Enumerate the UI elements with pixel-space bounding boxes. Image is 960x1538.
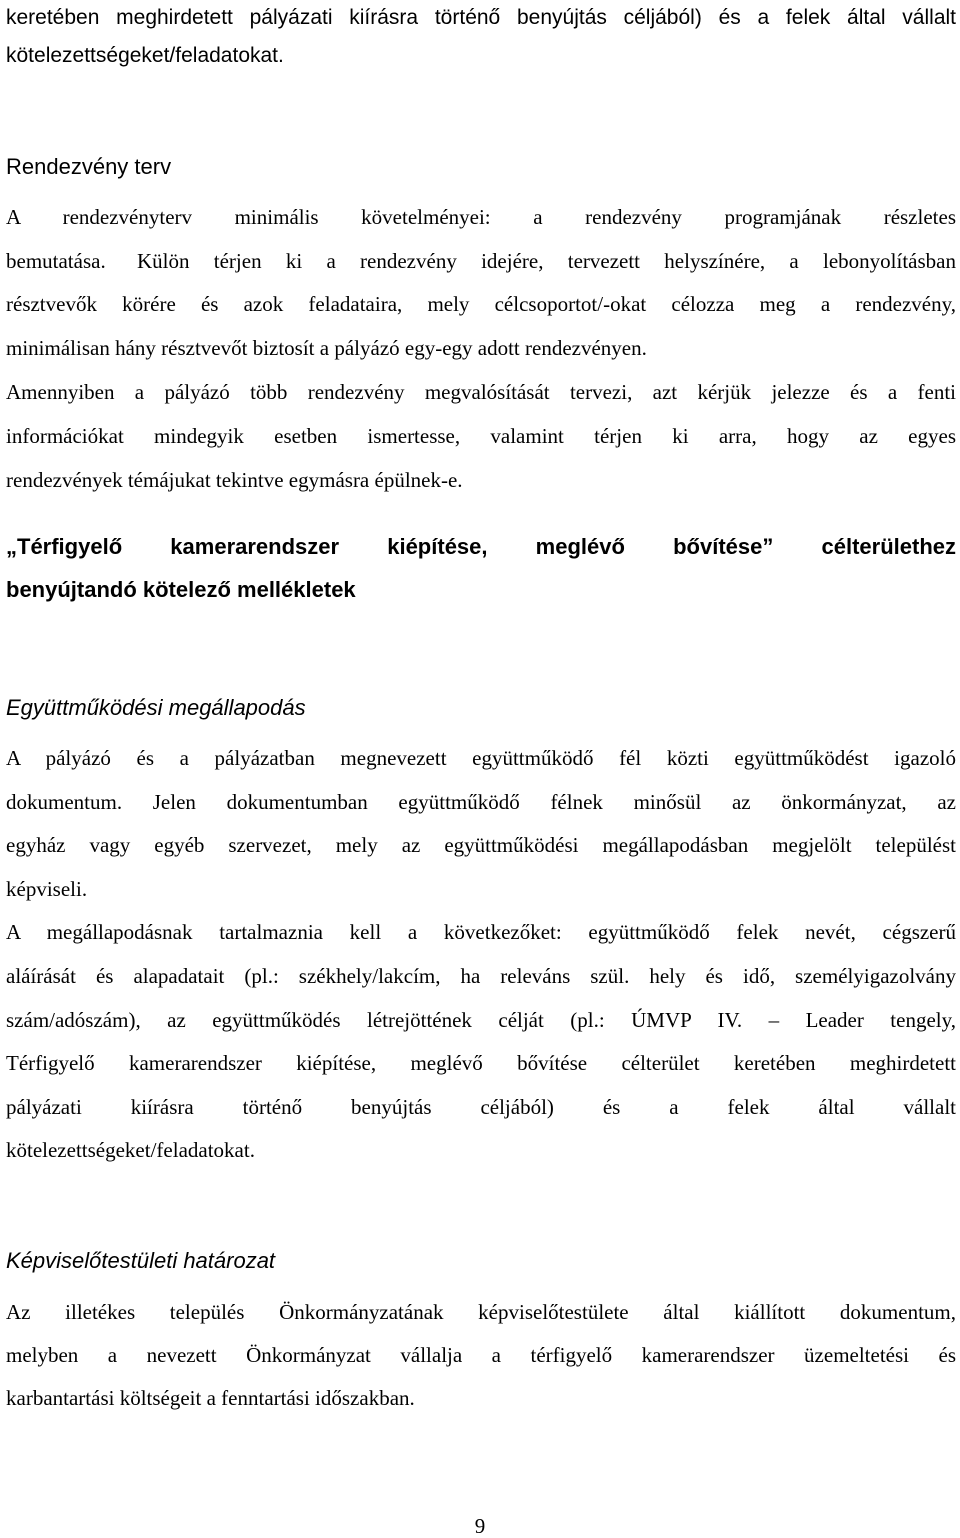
section-heading-egyuttmukodesi: Együttműködési megállapodás [6, 695, 306, 720]
body-line: szám/adószám), az együttműködés létrejöttének célját (pl.: ÚMVP IV. – Leader tengely, [6, 1008, 956, 1032]
section-title: „Térfigyelő kamerarendszer kiépítése, meglévő bővítése” célterülethez [6, 534, 956, 559]
section-title: benyújtandó kötelező mellékletek [6, 577, 356, 602]
body-line: egyház vagy egyéb szervezet, mely az együttműködési megállapodásban megjelölt települést [6, 833, 956, 857]
body-line: A pályázó és a pályázatban megnevezett együttműködő fél közti együttműködést igazoló [6, 746, 956, 770]
body-line: kötelezettségeket/feladatokat. [6, 1138, 255, 1162]
body-line: karbantartási költségeit a fenntartási időszakban. [6, 1386, 415, 1410]
body-line: Az illetékes település Önkormányzatának képviselőtestülete által kiállított dokumentum, [6, 1300, 956, 1324]
body-line: Térfigyelő kamerarendszer kiépítése, meglévő bővítése célterület keretében meghirdetett [6, 1051, 956, 1075]
body-line: A rendezvényterv minimális követelményei: a rendezvény programjának részletes [6, 205, 956, 229]
body-line: résztvevők körére és azok feladataira, mely célcsoportot/-okat célozza meg a rendezvény, [6, 292, 956, 316]
body-line: Külön térjen ki a rendezvény idejére, tervezett helyszínére, a lebonyolításban [137, 249, 956, 273]
body-line: információkat mindegyik esetben ismertesse, valamint térjen ki arra, hogy az egyes [6, 424, 956, 448]
body-line: keretében meghirdetett pályázati kiírásra történő benyújtás céljából) és a felek által vállalt [6, 6, 956, 29]
page-number: 9 [474, 1514, 486, 1538]
body-line: melyben a nevezett Önkormányzat vállalja a térfigyelő kamerarendszer üzemeltetési és [6, 1343, 956, 1367]
body-line: pályázati kiírásra történő benyújtás céljából) és a felek által vállalt [6, 1095, 956, 1119]
body-line: minimálisan hány résztvevőt biztosít a pályázó egy-egy adott rendezvényen. [6, 336, 647, 360]
body-line: aláírását és alapadatait (pl.: székhely/lakcím, ha releváns szül. hely és idő, személyigazolvány [6, 964, 956, 988]
section-heading-kepviselo: Képviselőtestületi határozat [6, 1248, 276, 1273]
section-heading-rendezveny: Rendezvény terv [6, 154, 172, 179]
body-line: dokumentum. Jelen dokumentumban együttműködő félnek minősül az önkormányzat, az [6, 790, 956, 814]
body-line: képviseli. [6, 877, 88, 901]
body-line: bemutatása. [6, 249, 106, 273]
body-line: Amennyiben a pályázó több rendezvény megvalósítását tervezi, azt kérjük jelezze és a fenti [6, 380, 956, 404]
body-line: rendezvények témájukat tekintve egymásra épülnek-e. [6, 468, 463, 492]
body-line: A megállapodásnak tartalmaznia kell a következőket: együttműködő felek nevét, cégszerű [6, 920, 956, 944]
body-line: kötelezettségeket/feladatokat. [6, 44, 284, 67]
